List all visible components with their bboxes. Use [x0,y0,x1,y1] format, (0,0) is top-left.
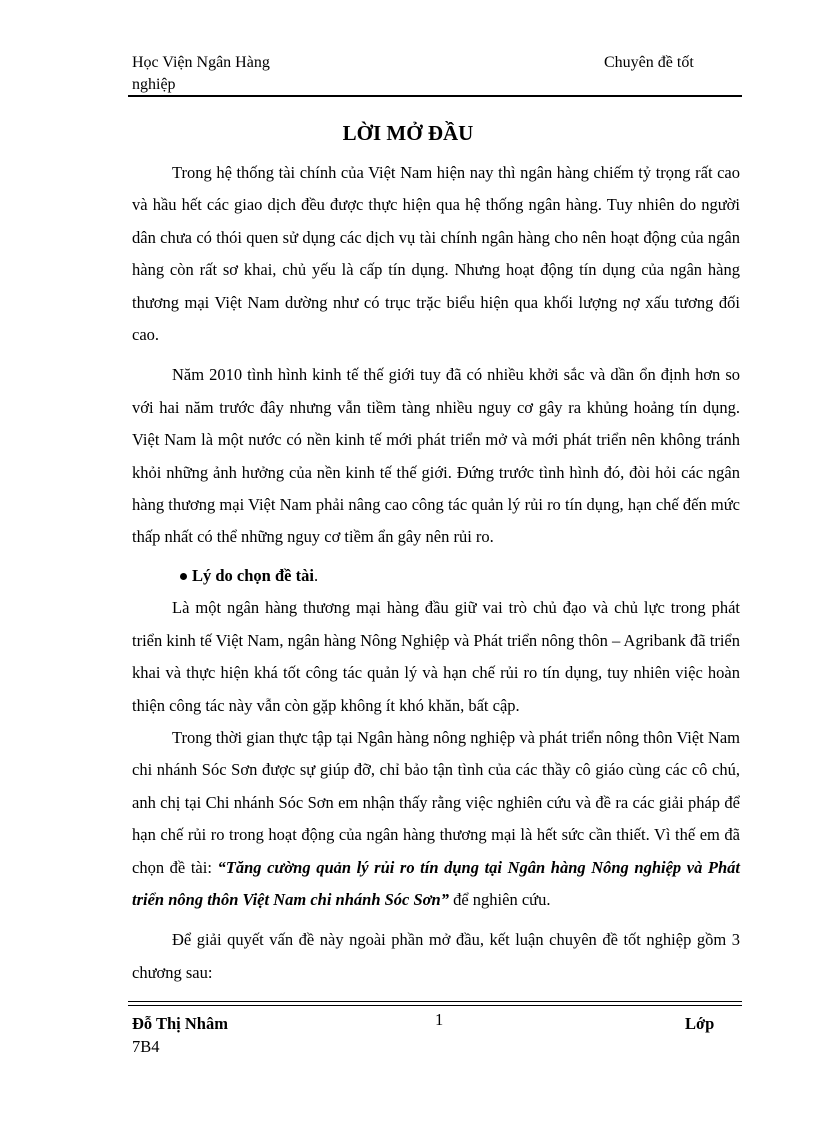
header-rule [128,95,742,97]
author-name: Đỗ Thị Nhâm [132,1014,228,1033]
paragraph: Năm 2010 tình hình kinh tế thế giới tuy đã có nhiều khởi sắc và dần ổn định hơn so với hai năm trước đây nhưng vẫn tiềm tàng nhiều nguy cơ gây ra khủng hoảng tín dụng. Việt Nam là một nước có nền kinh tế mới phát triển mở và mới phát triển nên không tránh khỏi những ảnh hưởng của nền kinh tế thế giới. Đứng trước tình hình đó, đòi hỏi các ngân hàng thương mại Việt Nam phải nâng cao công tác quản lý rủi ro tín dụng, hạn chế đến mức thấp nhất có thể những nguy cơ tiềm ẩn gây nên rủi ro. [132,365,740,547]
header-doc-type: Chuyên đề tốt [604,54,694,71]
thesis-topic: “Tăng cường quản lý rủi ro tín dụng tại Ngân hàng Nông nghiệp và Phát triển nông thôn Việt Nam chi nhánh Sóc Sơn” [132,857,741,909]
paragraph-text: Trong thời gian thực tập tại Ngân hàng nông nghiệp và phát triển nông thôn Việt Nam chi nhánh Sóc Sơn được sự giúp đỡ, chỉ bảo tận tình của các thầy cô giáo cùng các cô chú, anh chị tại Chi nhánh Sóc Sơn em nhận thấy rằng việc nghiên cứu và đề ra các giải pháp để hạn chế rủi ro trong hoạt động của ngân hàng thương mại là hết sức cần thiết. Vì thế em đã chọn đề tài: [132,727,740,877]
paragraph-text: để nghiên cứu. [448,889,551,909]
paragraph: Là một ngân hàng thương mại hàng đầu giữ vai trò chủ đạo và chủ lực trong phát triển kinh tế Việt Nam, ngân hàng Nông Nghiệp và Phát triển nông thôn – Agribank đã triển khai và thực hiện khá tốt công tác quản lý và hạn chế rủi ro tín dụng, tuy nhiên việc hoàn thiện công tác này vẫn còn gặp không ít khó khăn, bất cập. [132,598,740,715]
class-label: Lớp [685,1014,715,1033]
paragraph: Trong hệ thống tài chính của Việt Nam hiện nay thì ngân hàng chiếm tỷ trọng rất cao và hầu hết các giao dịch đều được thực hiện qua hệ thống ngân hàng. Tuy nhiên do người dân chưa có thói quen sử dụng các dịch vụ tài chính ngân hàng cho nên hoạt động của ngân hàng còn rất sơ khai, chủ yếu là cấp tín dụng. Nhưng hoạt động tín dụng của ngân hàng thương mại Việt Nam dường như có trục trặc biểu hiện qua khối lượng nợ xấu tương đối cao. [132,163,740,345]
section-bullet [132,560,740,592]
paragraph: Để giải quyết vấn đề này ngoài phần mở đầu, kết luận chuyên đề tốt nghiệp gồm 3 chương sau: [132,930,740,982]
footer-rule [128,1001,742,1002]
page-number: 1 [435,1010,444,1029]
document-body [132,157,740,989]
page-title: LỜI MỞ ĐẦU [342,121,474,145]
paragraph [132,722,740,916]
bullet-heading: Lý do chọn đề tài. [192,565,319,585]
footer-rule [128,1005,742,1006]
header-institution: Học Viện Ngân Hàng [132,54,270,71]
header-doc-type-continued: nghiệp [132,76,176,93]
class-value: 7B4 [132,1037,160,1056]
bullet-icon [180,573,187,580]
